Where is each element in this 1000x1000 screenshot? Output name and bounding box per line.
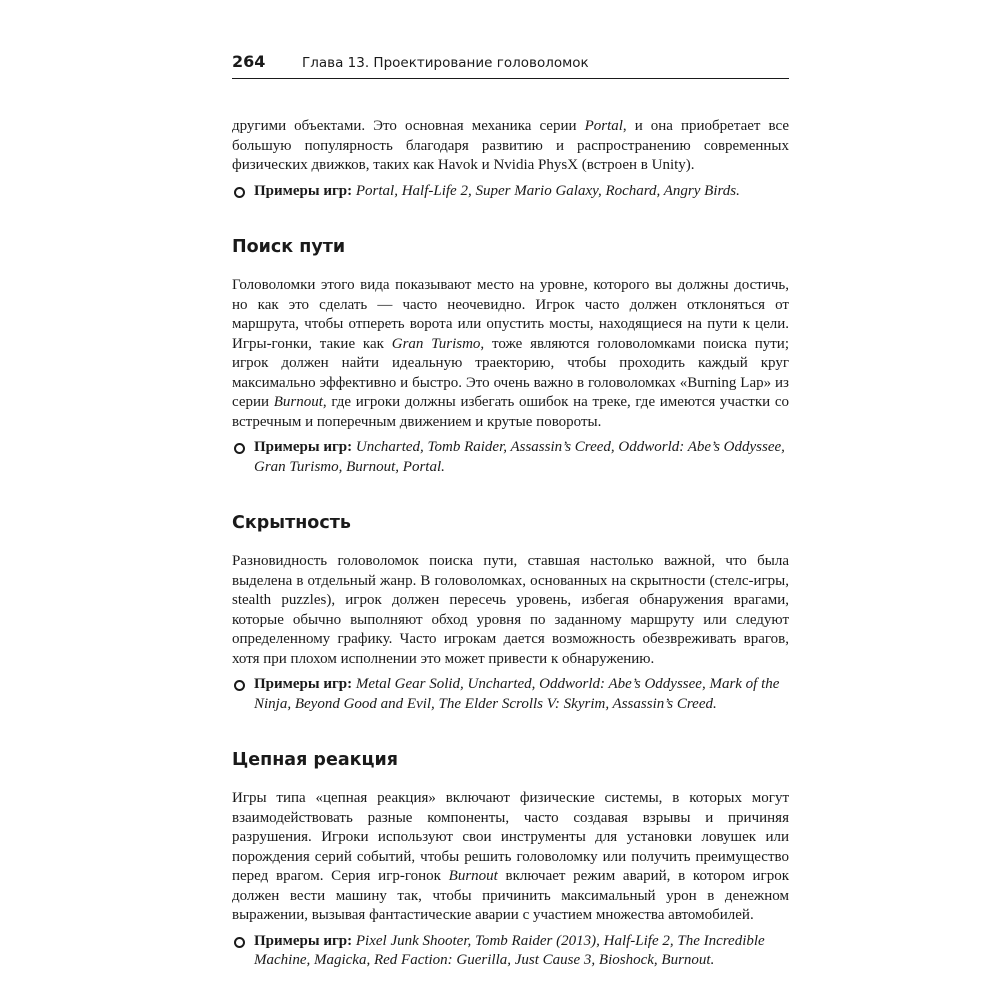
section-examples-stealth	[232, 675, 789, 714]
bullet-circle-icon	[232, 438, 254, 477]
page-header	[232, 52, 789, 79]
examples-label: Примеры игр:	[254, 932, 353, 949]
italic-title: Burnout	[273, 394, 323, 410]
section-examples-chain-reaction	[232, 932, 789, 971]
section-heading-pathfinding: Поиск пути	[232, 237, 346, 257]
page-number: 264	[232, 52, 266, 71]
examples-label: Примеры игр:	[254, 676, 353, 692]
examples-list: Pixel Junk Shooter, Tomb Raider (2013), Half-Life 2, The Incredible Machine, Magicka, Red Faction: Guerilla, Just Cause 3, Bioshock, Burnout.	[254, 932, 765, 968]
section-examples-pathfinding	[232, 438, 789, 477]
section-paragraph-stealth: Разновидность головоломок поиска пути, ставшая настолько важной, что была выделена в отдельный жанр. В головоломках, основанных на скрытности (стелс-игры, stealth puzzles), игрок должен пересечь уровень, избегая обнаружения врагами, которые обычно выполняют обход уровня по заданному маршруту или следуют определенному графику. Часто игрокам дается возможность обезвреживать врагов, хотя при плохом исполнении это может привести к обнаружению.	[232, 553, 789, 667]
section-heading-stealth: Скрытность	[232, 513, 351, 533]
intro-paragraph: другими объектами. Это основная механика серии Portal, и она приобретает все большую популярность благодаря развитию и распространению современных физических движков, таких как Havok и Nvidia PhysX (встроен в Unity).	[232, 118, 789, 173]
examples-list: Portal, Half-Life 2, Super Mario Galaxy, Rochard, Angry Birds.	[355, 182, 740, 199]
examples-list: Metal Gear Solid, Uncharted, Oddworld: Abe’s Oddyssee, Mark of the Ninja, Beyond Good and Evil, The Elder Scrolls V: Skyrim, Assassin’s Creed.	[254, 676, 780, 712]
examples-list: Uncharted, Tomb Raider, Assassin’s Creed, Oddworld: Abe’s Oddyssee, Gran Turismo, Burnout, Portal.	[254, 439, 785, 475]
section-heading-chain-reaction: Цепная реакция	[232, 750, 398, 770]
italic-title: Gran Turismo	[391, 335, 481, 352]
book-page	[232, 52, 789, 971]
section-paragraph-pathfinding: Головоломки этого вида показывают место на уровне, которого вы должны достичь, но как это сделать — часто неочевидно. Игрок часто должен отклоняться от маршрута, чтобы отпереть ворота или опустить мосты, находящиеся на пути к цели. Игры-гонки, такие как Gran Turismo, тоже являются головоломками поиска пути; игрок должен найти идеальную траекторию, чтобы проходить каждый круг максимально эффективно и быстро. Это очень важно в головоломках «Burning Lap» из серии Burnout, где игроки должны избегать ошибок на треке, где имеются участки со встречным и поперечным движением и крутые повороты.	[232, 277, 789, 430]
bullet-circle-icon	[232, 182, 254, 202]
section-paragraph-chain-reaction: Игры типа «цепная реакция» включают физические системы, в которых могут взаимодействовать разные компоненты, часто создавая взрывы и причиняя разрушения. Игроки используют свои инструменты для установки ловушек или порождения серий событий, чтобы решить головоломку или получить преимущество перед врагом. Серия игр-гонок Burnout включает режим аварий, в котором игрок должен вести машину так, чтобы причинить максимальный урон в денежном выражении, вызывая фантастические аварии с участием множества автомобилей.	[232, 790, 789, 923]
intro-examples	[232, 182, 789, 202]
italic-title: Portal	[584, 118, 623, 134]
bullet-circle-icon	[232, 932, 254, 971]
examples-label: Примеры игр:	[254, 439, 353, 455]
bullet-circle-icon	[232, 675, 254, 714]
running-title: Глава 13. Проектирование головоломок	[302, 55, 589, 71]
examples-label: Примеры игр:	[254, 182, 353, 199]
italic-title: Burnout	[448, 868, 498, 884]
